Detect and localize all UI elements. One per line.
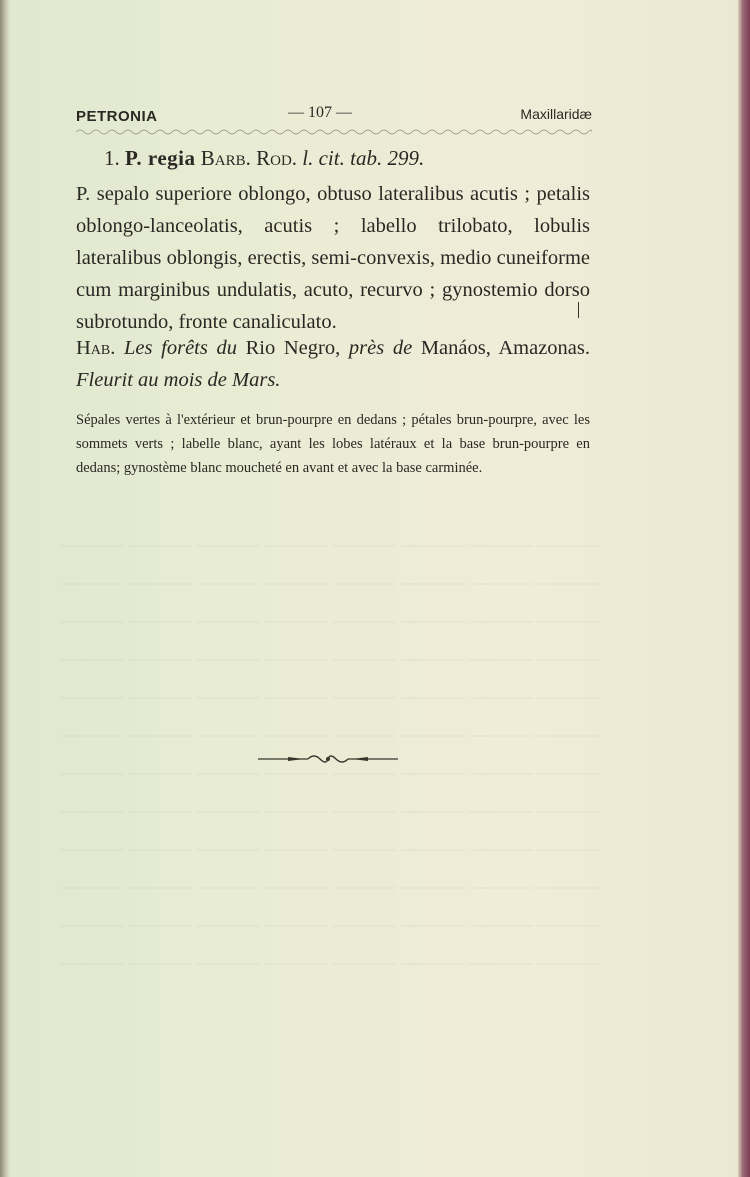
habitat-paragraph — [76, 332, 590, 396]
species-citation: l. cit. tab. 299. — [302, 146, 425, 170]
habitat-text-d: Manáos, Amazonas. — [420, 337, 591, 359]
description-note: Sépales vertes à l'extérieur et brun-pourpre en dedans ; pétales brun-pourpre, avec les sommets verts ; labelle blanc, ayant les lobes latéraux et la base brun-pourpre en dedans; gynostème blanc moucheté en avant et avec la base carminée. — [76, 412, 590, 476]
wavy-rule — [76, 128, 592, 136]
diagnosis-paragraph: P. sepalo superiore oblongo, obtuso lateralibus acutis ; petalis oblongo-lanceolatis, acutis ; labello trilobato, lobulis lateralibus oblongis, erectis, semi-convexis, medio cuneiforme cum marginibus undulatis, acuto, recurvo ; gynostemio dorso subrotundo, fronte canaliculato. — [76, 183, 590, 333]
habitat-text-c: près de — [348, 337, 413, 359]
habitat-text-a: Les forêts du — [124, 337, 237, 359]
page-edge — [738, 0, 750, 1177]
species-heading — [104, 146, 424, 171]
margin-mark — [578, 302, 579, 318]
species-author: Barb. Rod. — [200, 146, 298, 170]
header-family: Maxillaridæ — [520, 106, 592, 122]
species-name: P. regia — [125, 146, 196, 170]
ornament-divider — [258, 752, 398, 766]
species-number: 1. — [104, 146, 120, 170]
habitat-text-b: Rio Negro, — [245, 337, 341, 359]
running-header — [76, 102, 592, 130]
page-number: — 107 — — [288, 104, 352, 121]
header-genus: PETRONIA — [76, 108, 158, 125]
habitat-text-e: Fleurit au mois de Mars. — [76, 369, 281, 391]
page-gutter-shadow — [0, 0, 10, 1177]
habitat-label: Hab. — [76, 337, 116, 359]
